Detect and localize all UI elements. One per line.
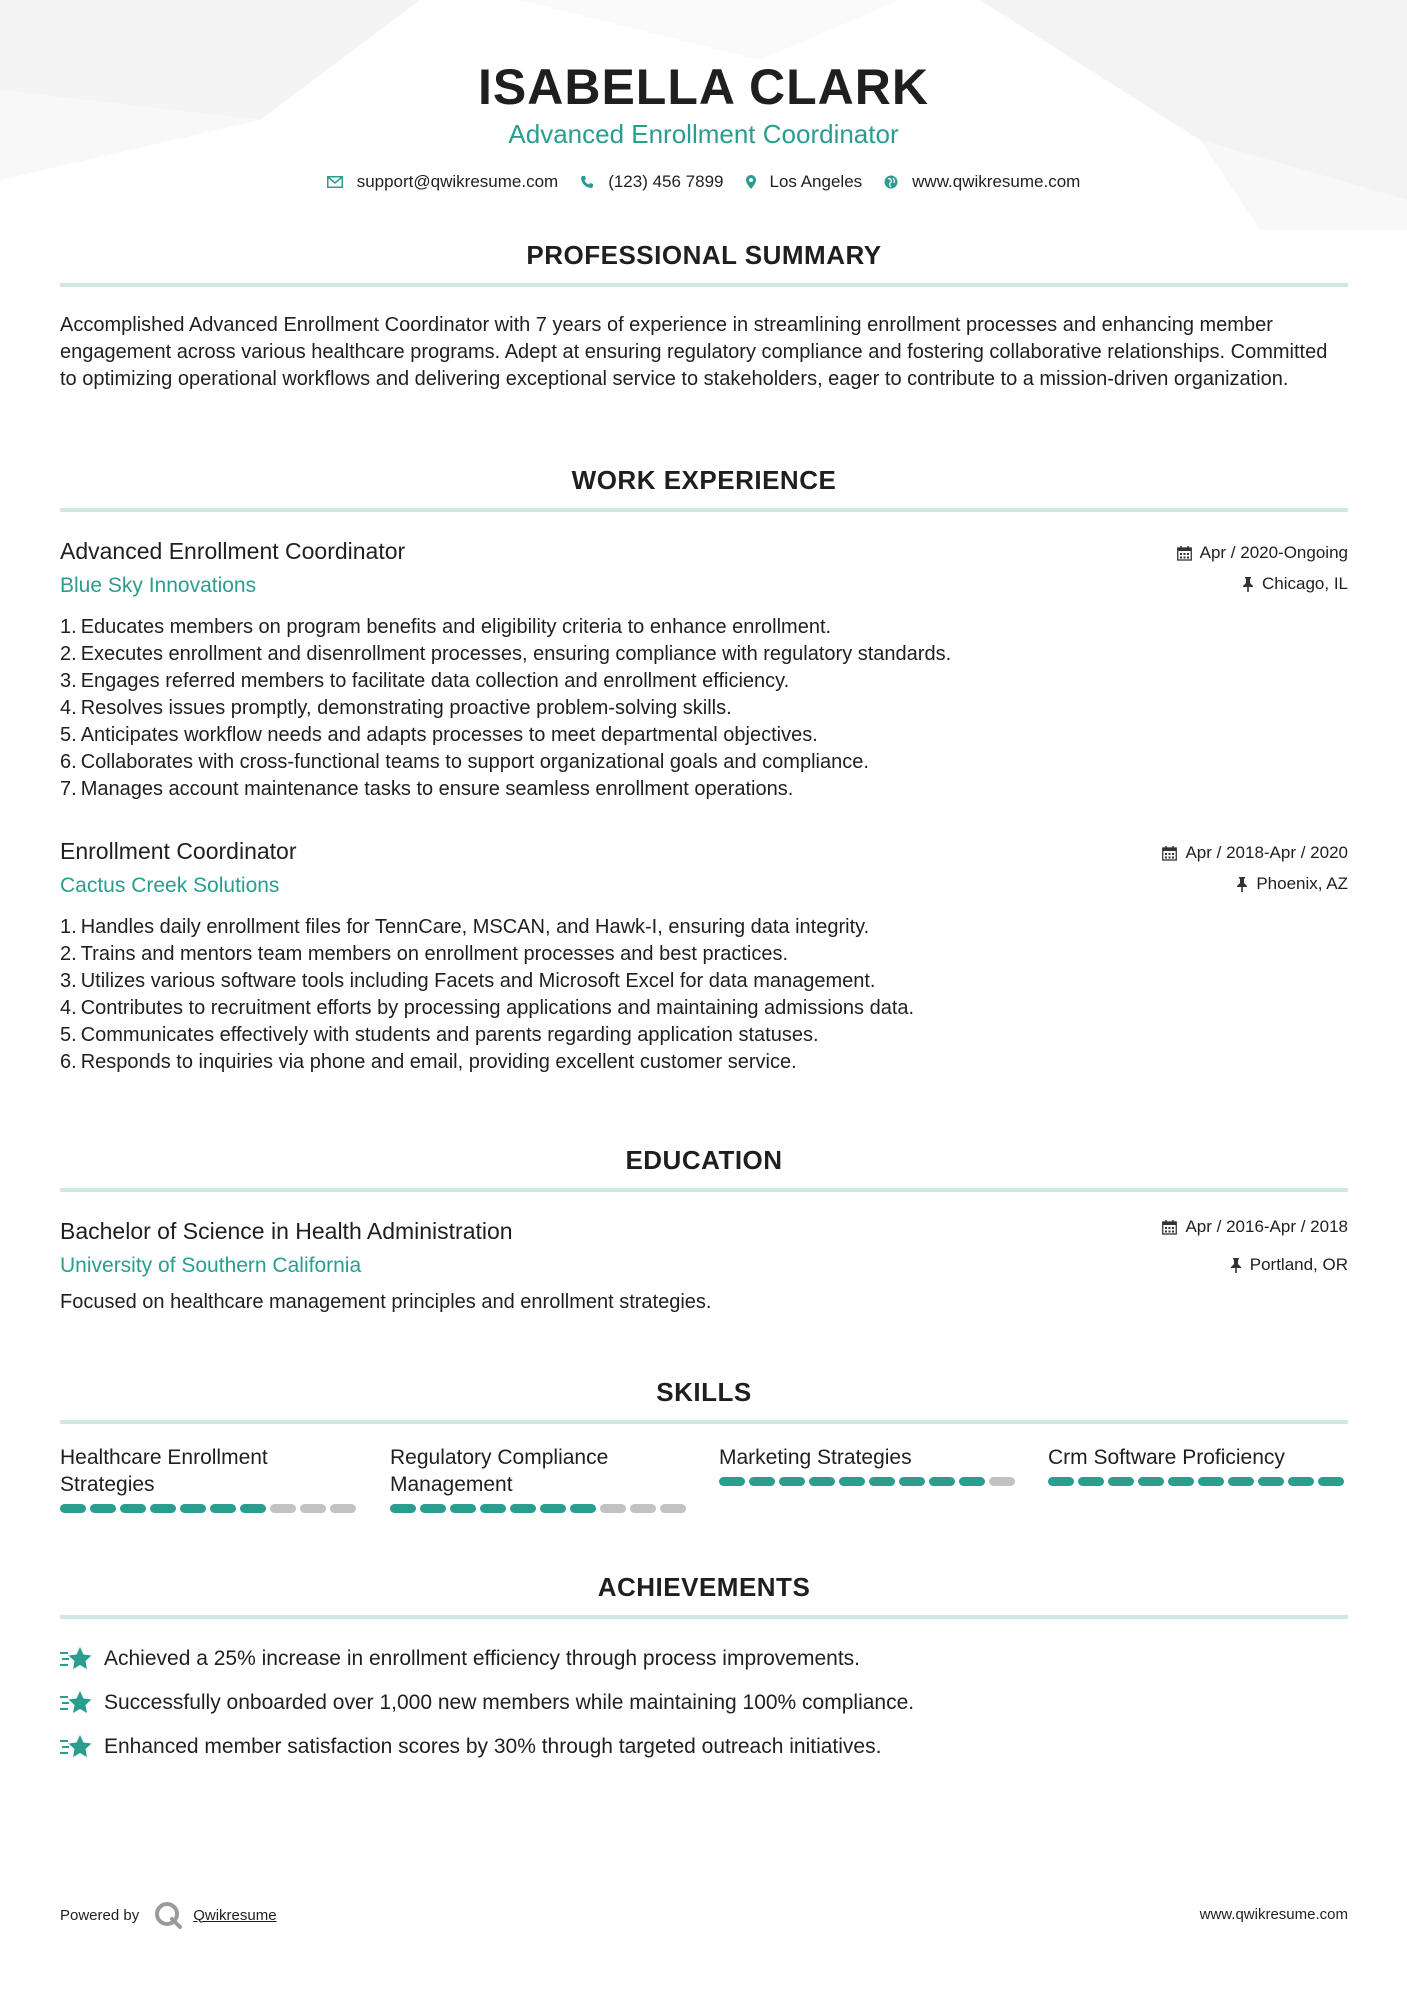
list-item: 6. Collaborates with cross-functional teams to support organizational goals and compliance. [60, 751, 869, 773]
skill-segment-filled [1258, 1477, 1284, 1486]
list-item: 4. Resolves issues promptly, demonstrating proactive problem-solving skills. [60, 697, 732, 719]
skill-segment-filled [90, 1504, 116, 1513]
job-company: Cactus Creek Solutions [60, 874, 280, 897]
skill-segment-filled [1168, 1477, 1194, 1486]
skill-segment-filled [1108, 1477, 1134, 1486]
powered-by-label: Powered by [60, 1906, 140, 1924]
skill-segment-filled [150, 1504, 176, 1513]
experience-divider [60, 508, 1348, 512]
achievement-text: Enhanced member satisfaction scores by 30% through targeted outreach initiatives. [104, 1735, 882, 1758]
list-item: 3. Engages referred members to facilitate data collection and enrollment efficiency. [60, 670, 790, 692]
pushpin-icon [1236, 877, 1248, 892]
summary-text: Accomplished Advanced Enrollment Coordinator with 7 years of experience in streamlining enrollment processes and enhancing member engagement across various healthcare programs. Adept at ensuring regulatory compliance and fostering collaborative relationships. Committed to optimizing operational workflows and delivering exceptional service to stakeholders, eager to contribute to a mission-driven organization. [60, 314, 1328, 390]
job-location-text: Chicago, IL [1262, 574, 1348, 593]
list-item: 6. Responds to inquiries via phone and email, providing excellent customer service. [60, 1051, 797, 1073]
list-item: 3. Utilizes various software tools including Facets and Microsoft Excel for data management. [60, 970, 876, 992]
calendar-icon [1162, 1220, 1177, 1235]
skill-segment-filled [929, 1477, 955, 1486]
list-item: 2. Trains and mentors team members on enrollment processes and best practices. [60, 943, 789, 965]
location-text: Los Angeles [769, 172, 863, 191]
skill-segment-empty [300, 1504, 326, 1513]
job-dates-text: Apr / 2018-Apr / 2020 [1185, 843, 1348, 862]
achievement-item [60, 1733, 881, 1761]
job-responsibilities [60, 914, 1280, 1076]
skill-segment-filled [390, 1504, 416, 1513]
candidate-name: ISABELLA CLARK [477, 59, 929, 115]
star-icon [60, 1645, 94, 1673]
education-description: Focused on healthcare management principles and enrollment strategies. [60, 1291, 712, 1313]
pushpin-icon [1230, 1258, 1242, 1273]
email-text: support@qwikresume.com [356, 172, 559, 191]
envelope-icon [327, 176, 343, 188]
calendar-icon [1177, 546, 1192, 561]
skill-segment-filled [1318, 1477, 1344, 1486]
job-title: Enrollment Coordinator [60, 838, 297, 864]
skill-item [390, 1444, 690, 1513]
skill-item [1048, 1444, 1348, 1486]
school-name: University of Southern California [60, 1254, 362, 1277]
skill-segment-filled [420, 1504, 446, 1513]
achievements-heading: ACHIEVEMENTS [597, 1572, 811, 1602]
skill-name: Marketing Strategies [719, 1446, 912, 1469]
skill-segment-filled [719, 1477, 745, 1486]
skill-segment-empty [630, 1504, 656, 1513]
skill-segment-filled [210, 1504, 236, 1513]
qwikresume-logo-icon [153, 1900, 183, 1930]
job-dates [1177, 543, 1348, 563]
experience-heading: WORK EXPERIENCE [571, 465, 837, 495]
achievement-item [60, 1689, 914, 1717]
globe-icon [884, 175, 898, 189]
skill-segment-filled [570, 1504, 596, 1513]
skill-segment-filled [779, 1477, 805, 1486]
skill-segment-filled [60, 1504, 86, 1513]
skills-heading: SKILLS [656, 1377, 752, 1407]
list-item: 2. Executes enrollment and disenrollment processes, ensuring compliance with regulatory standards. [60, 643, 952, 665]
phone-text: (123) 456 7899 [608, 172, 724, 191]
education-location-text: Portland, OR [1249, 1255, 1348, 1274]
achievement-text: Successfully onboarded over 1,000 new members while maintaining 100% compliance. [104, 1691, 915, 1714]
skill-segment-empty [989, 1477, 1015, 1486]
skill-segment-filled [510, 1504, 536, 1513]
list-item: 4. Contributes to recruitment efforts by processing applications and maintaining admissions data. [60, 997, 915, 1019]
skill-level-bar [390, 1504, 690, 1513]
list-item: 5. Communicates effectively with students and parents regarding application statuses. [60, 1024, 819, 1046]
star-icon [60, 1733, 94, 1761]
contact-website[interactable] [884, 172, 1080, 192]
star-icon [60, 1689, 94, 1717]
list-item: 1. Educates members on program benefits and eligibility criteria to enhance enrollment. [60, 616, 832, 638]
skill-segment-filled [899, 1477, 925, 1486]
degree-title: Bachelor of Science in Health Administration [60, 1218, 513, 1244]
job-dates [1162, 843, 1348, 863]
job-location [1236, 874, 1348, 894]
skill-segment-filled [480, 1504, 506, 1513]
skill-level-bar [719, 1477, 1019, 1486]
job-dates-text: Apr / 2020-Ongoing [1199, 543, 1348, 562]
summary-divider [60, 283, 1348, 287]
job-title: Advanced Enrollment Coordinator [60, 538, 406, 564]
list-item: 7. Manages account maintenance tasks to ensure seamless enrollment operations. [60, 778, 794, 800]
candidate-title: Advanced Enrollment Coordinator [508, 119, 899, 149]
skill-segment-filled [1228, 1477, 1254, 1486]
skill-segment-filled [180, 1504, 206, 1513]
pushpin-icon [1242, 577, 1254, 592]
job-location [1242, 574, 1348, 594]
skill-segment-filled [540, 1504, 566, 1513]
education-location [1230, 1255, 1348, 1275]
skill-segment-filled [1288, 1477, 1314, 1486]
skill-name: Crm Software Proficiency [1048, 1446, 1285, 1469]
contact-location [746, 172, 863, 192]
education-divider [60, 1188, 1348, 1192]
skill-item [719, 1444, 1019, 1486]
list-item: 1. Handles daily enrollment files for TennCare, MSCAN, and Hawk-I, ensuring data integrity. [60, 916, 870, 938]
achievements-divider [60, 1615, 1348, 1619]
skill-item [60, 1444, 360, 1513]
skill-segment-filled [1048, 1477, 1074, 1486]
calendar-icon [1162, 846, 1177, 861]
achievement-item [60, 1645, 860, 1673]
skill-level-bar [60, 1504, 360, 1513]
skill-segment-filled [749, 1477, 775, 1486]
job-company: Blue Sky Innovations [60, 574, 257, 597]
skill-name: Healthcare Enrollment Strategies [60, 1446, 268, 1496]
skill-segment-filled [869, 1477, 895, 1486]
job-responsibilities [60, 614, 1280, 803]
list-item: 5. Anticipates workflow needs and adapts processes to meet departmental objectives. [60, 724, 818, 746]
footer-powered-by [60, 1900, 277, 1930]
map-pin-icon [746, 175, 756, 189]
website-text: www.qwikresume.com [912, 172, 1081, 191]
skill-segment-filled [959, 1477, 985, 1486]
education-heading: EDUCATION [625, 1145, 783, 1175]
skill-segment-filled [1198, 1477, 1224, 1486]
education-dates [1162, 1217, 1348, 1237]
skill-name: Regulatory Compliance Management [390, 1446, 609, 1496]
skill-segment-empty [660, 1504, 686, 1513]
qwikresume-link[interactable]: Qwikresume [193, 1906, 277, 1924]
contact-bar [0, 172, 1407, 192]
skill-segment-filled [240, 1504, 266, 1513]
skill-segment-filled [839, 1477, 865, 1486]
skills-divider [60, 1420, 1348, 1424]
skill-segment-filled [1138, 1477, 1164, 1486]
achievement-text: Achieved a 25% increase in enrollment efficiency through process improvements. [104, 1647, 860, 1670]
skill-segment-filled [1078, 1477, 1104, 1486]
skill-segment-empty [600, 1504, 626, 1513]
summary-heading: PROFESSIONAL SUMMARY [526, 240, 882, 270]
contact-email[interactable] [327, 172, 559, 192]
skill-level-bar [1048, 1477, 1348, 1486]
skill-segment-filled [120, 1504, 146, 1513]
contact-phone[interactable] [580, 172, 723, 192]
skill-segment-empty [330, 1504, 356, 1513]
skill-segment-filled [450, 1504, 476, 1513]
education-dates-text: Apr / 2016-Apr / 2018 [1185, 1217, 1348, 1236]
job-location-text: Phoenix, AZ [1256, 874, 1348, 893]
footer-website[interactable]: www.qwikresume.com [1199, 1906, 1348, 1923]
phone-icon [580, 175, 594, 189]
skill-segment-filled [809, 1477, 835, 1486]
skill-segment-empty [270, 1504, 296, 1513]
